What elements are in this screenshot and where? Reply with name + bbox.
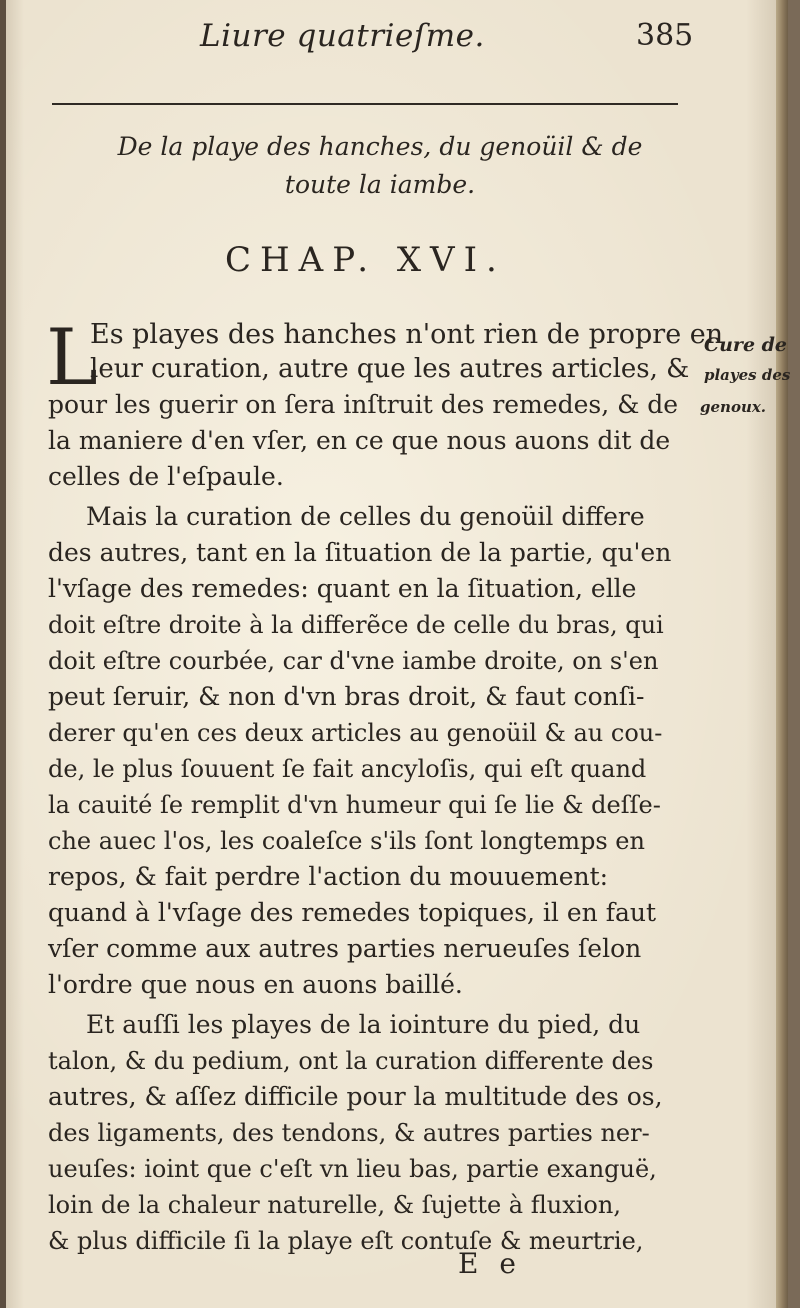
chapter-number: CHAP. XVI. <box>225 240 506 280</box>
marginal-note-line-3: genoux. <box>700 398 767 416</box>
text-line: vſer comme aux autres parties nerueuſes ſelon <box>48 934 642 963</box>
running-head: Liure quatrieſme. <box>200 18 485 54</box>
text-line: doit eſtre droite à la differẽce de celle du bras, qui <box>48 611 664 639</box>
text-line: quand à l'vſage des remedes topiques, il en faut <box>48 898 657 927</box>
text-line: derer qu'en ces deux articles au genoüil & au cou- <box>48 719 663 747</box>
text-line: Mais la curation de celles du genoüil differe <box>86 502 645 531</box>
marginal-note-line-2: playes des <box>704 366 791 384</box>
text-line: & plus difficile ſi la playe eſt contuſe & meurtrie, <box>48 1227 644 1255</box>
text-line: doit eſtre courbée, car d'vne iambe droite, on s'en <box>48 647 659 675</box>
header-rule <box>52 103 678 105</box>
catchword: E e <box>458 1247 522 1280</box>
text-line: de, le plus ſouuent ſe fait ancyloſis, qui eſt quand <box>48 755 647 783</box>
text-line: des autres, tant en la ſituation de la partie, qu'en <box>48 538 672 567</box>
text-line: la maniere d'en vſer, en ce que nous auons dit de <box>48 426 671 455</box>
text-line: repos, & fait perdre l'action du mouuement: <box>48 862 609 891</box>
page-edge <box>776 0 788 1308</box>
text-line: pour les guerir on ſera inſtruit des remedes, & de <box>48 390 679 419</box>
marginal-note-line-1: Cure de <box>704 334 788 356</box>
chapter-title-line-1: De la playe des hanches, du genoüil & de <box>117 132 643 161</box>
text-line: des ligaments, des tendons, & autres parties ner- <box>48 1119 650 1147</box>
text-line: la cauité ſe remplit d'vn humeur qui ſe lie & deſſe- <box>48 791 661 819</box>
text-line: autres, & aſſez difficile pour la multitude des os, <box>48 1082 663 1111</box>
drop-cap: L <box>46 313 98 403</box>
text-line: Es playes des hanches n'ont rien de propre en <box>90 319 724 350</box>
page-number: 385 <box>636 18 694 53</box>
text-line: loin de la chaleur naturelle, & ſujette à fluxion, <box>48 1191 621 1219</box>
text-line: che auec l'os, les coaleſce s'ils ſont longtemps en <box>48 827 645 855</box>
text-line: ueuſes: ioint que c'eſt vn lieu bas, partie exanguë, <box>48 1155 657 1183</box>
text-line: l'vſage des remedes: quant en la ſituation, elle <box>48 574 637 603</box>
text-line: leur curation, autre que les autres articles, & <box>90 354 690 384</box>
text-line: Et auſſi les playes de la iointure du pied, du <box>86 1010 641 1039</box>
text-line: celles de l'eſpaule. <box>48 462 284 491</box>
text-line: l'ordre que nous en auons baillé. <box>48 970 463 999</box>
chapter-title-line-2: toute la iambe. <box>284 170 476 199</box>
text-line: talon, & du pedium, ont la curation differente des <box>48 1047 654 1075</box>
text-line: peut ſeruir, & non d'vn bras droit, & faut conſi- <box>48 682 645 711</box>
